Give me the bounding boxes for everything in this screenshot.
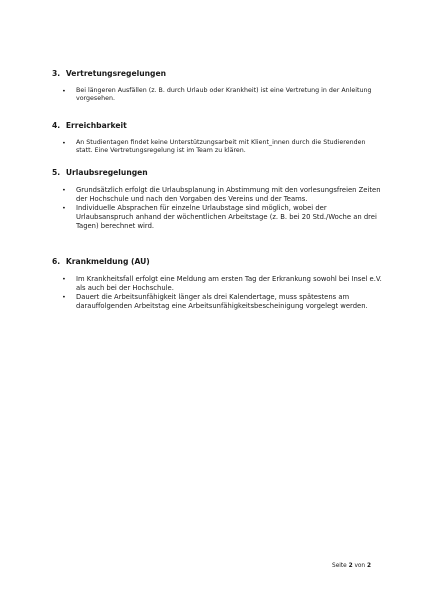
bullet-icon: • bbox=[62, 203, 66, 212]
list-item bbox=[52, 87, 382, 103]
list-item bbox=[52, 186, 382, 204]
section-title: Vertretungsregelungen bbox=[65, 69, 166, 78]
bullet-list bbox=[52, 186, 382, 231]
list-item-text: Grundsätzlich erfolgt die Urlaubsplanung in Abstimmung mit den vorlesungsfreien Zeiten der Hochschule und nach den Vorgaben des Vereins und der Teams. bbox=[76, 186, 381, 203]
bullet-icon: • bbox=[62, 87, 66, 95]
section-title: Krankmeldung (AU) bbox=[65, 257, 150, 266]
page-number-separator: von bbox=[354, 563, 366, 569]
section-title: Erreichbarkeit bbox=[65, 121, 127, 130]
bullet-icon: • bbox=[62, 186, 66, 194]
section-title: Urlaubsregelungen bbox=[65, 168, 148, 177]
section-urlaubsregelungen bbox=[52, 168, 382, 231]
list-item bbox=[52, 293, 382, 311]
list-item-text: Dauert die Arbeitsunfähigkeit länger als drei Kalendertage, muss spätestens am darauffolgenden Arbeitstag eine Arbeitsunfähigkeitsbescheinigung vorgelegt werden. bbox=[76, 292, 368, 310]
bullet-list bbox=[52, 87, 382, 103]
list-item bbox=[52, 275, 382, 293]
bullet-icon: • bbox=[62, 292, 66, 301]
page-number-total: 2 bbox=[366, 563, 371, 569]
list-item-text: Bei längeren Ausfällen (z. B. durch Urlaub oder Krankheit) ist eine Vertretung in der Anleitung vorgesehen. bbox=[76, 87, 372, 103]
section-heading bbox=[52, 69, 382, 79]
section-vertretungsregelungen bbox=[52, 69, 382, 103]
section-number: 4. bbox=[52, 121, 61, 130]
list-item-text: An Studientagen findet keine Unterstützungsarbeit mit Klient_innen durch die Studierenden statt. Eine Vertretungsregelung ist im Team zu klären. bbox=[76, 139, 366, 155]
section-number: 3. bbox=[52, 69, 61, 78]
section-krankmeldung bbox=[52, 257, 382, 311]
bullet-list bbox=[52, 139, 382, 155]
list-item bbox=[52, 139, 382, 155]
bullet-icon: • bbox=[62, 139, 66, 147]
list-item bbox=[52, 204, 382, 231]
bullet-icon: • bbox=[62, 275, 66, 283]
section-erreichbarkeit bbox=[52, 121, 382, 155]
bullet-list bbox=[52, 275, 382, 311]
page-number-current: 2 bbox=[348, 563, 353, 569]
page-number bbox=[332, 563, 371, 569]
section-heading bbox=[52, 257, 382, 267]
section-number: 5. bbox=[52, 168, 61, 177]
section-heading bbox=[52, 168, 382, 178]
page-number-prefix: Seite bbox=[332, 563, 347, 569]
section-heading bbox=[52, 121, 382, 131]
list-item-text: Individuelle Absprachen für einzelne Urlaubstage sind möglich, wobei der Urlaubsanspruch anhand der wöchentlichen Arbeitstage (z. B. bei 20 Std./Woche an drei Tagen) berechnet wird. bbox=[76, 203, 377, 230]
section-number: 6. bbox=[52, 257, 61, 266]
list-item-text: Im Krankheitsfall erfolgt eine Meldung am ersten Tag der Erkrankung sowohl bei Insel e.V. als auch bei der Hochschule. bbox=[76, 275, 382, 292]
